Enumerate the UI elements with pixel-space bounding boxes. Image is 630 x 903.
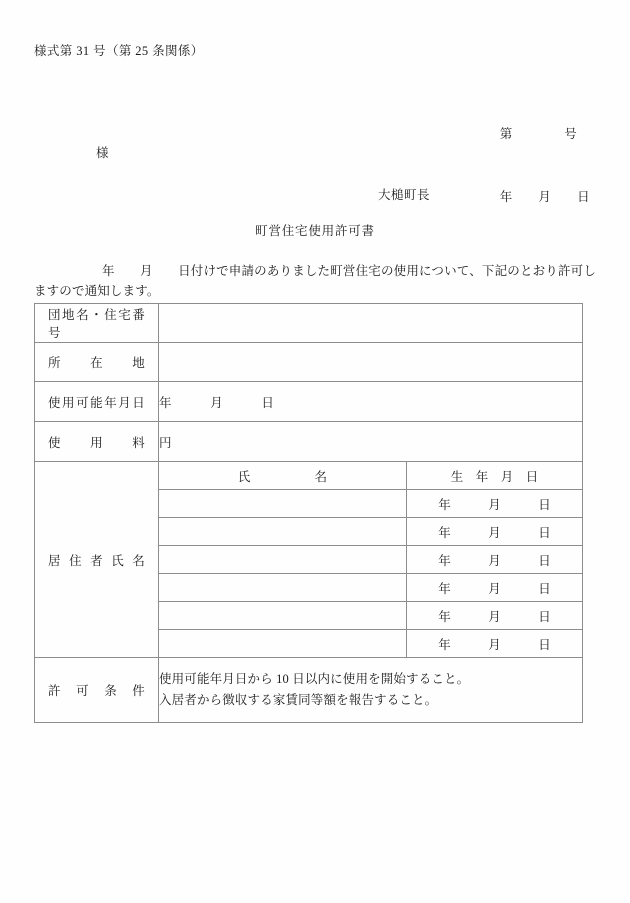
label-complex-name [35,304,159,343]
table-row-location [35,343,583,382]
label-conditions [35,658,159,723]
document-title: 町営住宅使用許可書 [255,224,375,238]
table-row-residents-header [35,462,583,490]
table-row-conditions [35,658,583,723]
value-resident-name[interactable] [159,518,407,546]
value-resident-dob[interactable]: 年 月 日 [407,574,583,602]
value-resident-name[interactable] [159,546,407,574]
table-row-available-date [35,382,583,422]
value-usage-fee[interactable]: 円 [159,422,583,462]
header-resident-name-text: 氏 名 [237,469,328,484]
condition-line-1: 使用可能年月日から 10 日以内に使用を開始すること。 [159,672,470,686]
value-location[interactable] [159,343,583,382]
label-location [35,343,159,382]
value-resident-dob[interactable]: 年 月 日 [407,546,583,574]
permit-details-table [34,303,583,723]
label-usage-fee-text: 使用料 [48,435,145,450]
value-resident-dob[interactable]: 年 月 日 [407,602,583,630]
document-date-line: 年 月 日 [499,190,590,204]
label-residents [35,462,159,658]
value-available-date[interactable]: 年 月 日 [159,382,583,422]
label-available-date [35,382,159,422]
issuer-name: 大槌町長 [378,188,431,202]
value-resident-dob[interactable]: 年 月 日 [407,490,583,518]
body-paragraph: 年 月 日付けで申請のありました町営住宅の使用について、下記のとおり許可しますので通知します。 [34,264,596,298]
condition-line-2: 入居者から徴収する家賃同等額を報告すること。 [159,693,438,707]
label-residents-text: 居住者氏名 [48,553,145,568]
value-resident-dob[interactable]: 年 月 日 [407,630,583,658]
value-resident-name[interactable] [159,602,407,630]
addressee-suffix: 様 [96,146,109,160]
value-resident-name[interactable] [159,574,407,602]
header-resident-name [159,462,407,490]
table-row-usage-fee [35,422,583,462]
value-conditions[interactable] [159,658,583,723]
label-location-text: 所在地 [48,356,145,370]
label-usage-fee [35,422,159,462]
header-resident-dob: 生 年 月 日 [407,462,583,490]
value-resident-dob[interactable]: 年 月 日 [407,518,583,546]
value-resident-name[interactable] [159,490,407,518]
form-number: 様式第 31 号（第 25 条関係） [34,44,204,58]
value-resident-name[interactable] [159,630,407,658]
document-number-line: 第 号 [499,127,578,141]
label-conditions-text: 許可条件 [48,684,145,698]
value-complex-name[interactable] [159,304,583,343]
label-complex-name-text: 団地名・住宅番号 [48,308,145,340]
table-row-complex-name [35,304,583,343]
label-available-date-text: 使用可能年月日 [48,395,145,410]
